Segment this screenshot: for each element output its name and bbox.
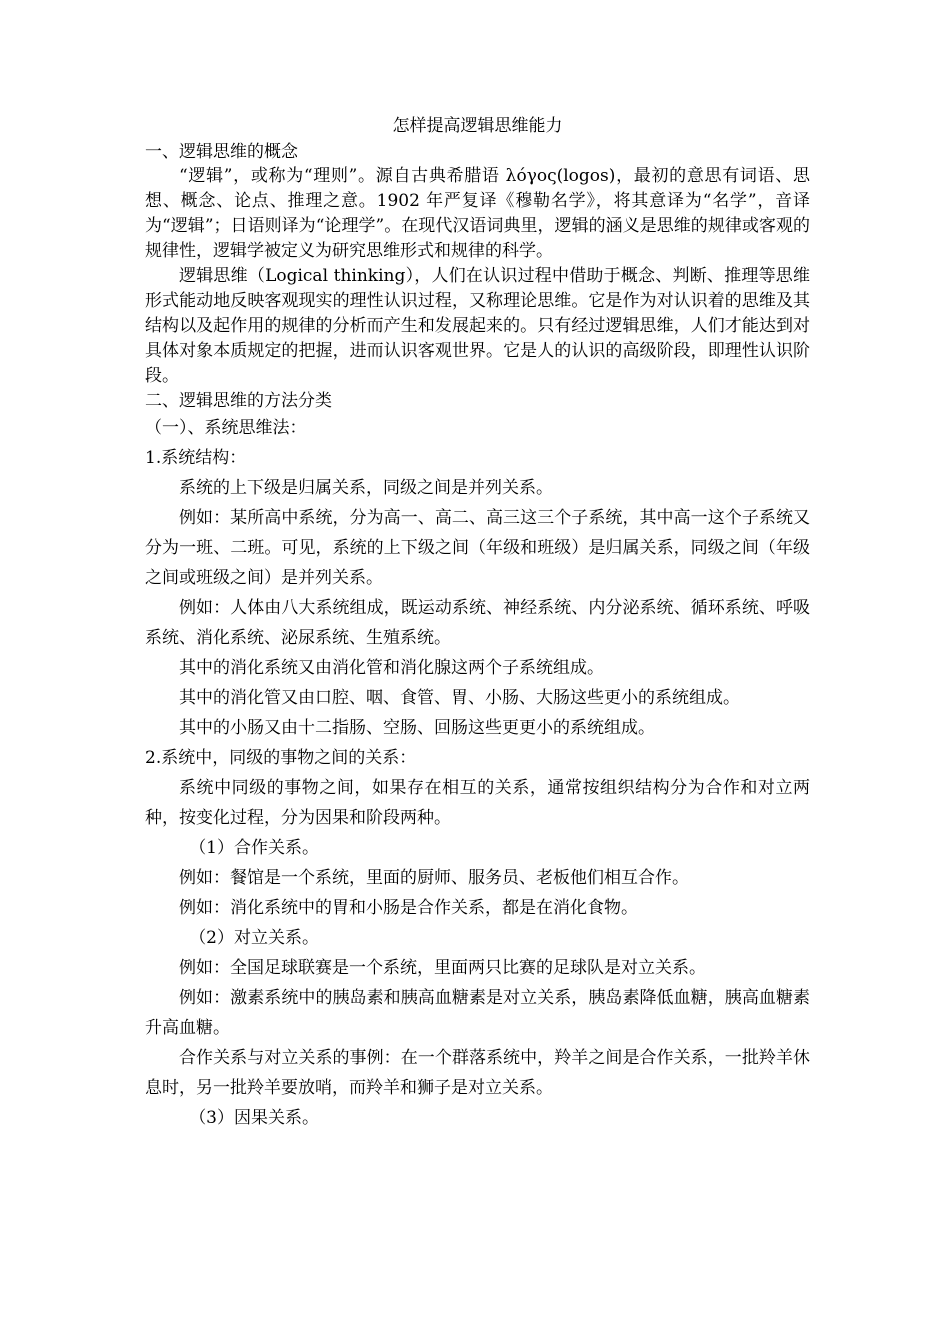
body-line: 例如：某所高中系统，分为高一、高二、高三这三个子系统，其中高一这个子系统又分为一班、二班。可见，系统的上下级之间（年级和班级）是归属关系，同级之间（年级之间或班级之间）是并列关系。 [145, 508, 810, 588]
body-line: 例如：人体由八大系统组成，既运动系统、神经系统、内分泌系统、循环系统、呼吸系统、消化系统、泌尿系统、生殖系统。 [145, 598, 810, 648]
document-page [145, 112, 810, 1133]
paragraph-logical-thinking: 逻辑思维（Logical thinking），人们在认识过程中借助于概念、判断、推理等思维形式能动地反映客观现实的理性认识过程，又称理论思维。它是作为对认识着的思维及其结构以及起作用的规律的分析而产生和发展起来的。只有经过逻辑思维，人们才能达到对具体对象本质规定的把握，进而认识客观世界。它是人的认识的高级阶段，即理性认识阶段。 [145, 266, 810, 386]
relation-heading-opposition: （2）对立关系。 [189, 928, 320, 948]
item-heading-system-structure: 1.系统结构： [145, 448, 247, 468]
body-line: 其中的消化系统又由消化管和消化腺这两个子系统组成。 [179, 658, 604, 678]
body-line: 例如：餐馆是一个系统，里面的厨师、服务员、老板他们相互合作。 [179, 868, 689, 888]
subsection-heading-system-thinking: （一）、系统思维法： [145, 418, 307, 438]
body-line: 例如：全国足球联赛是一个系统，里面两只比赛的足球队是对立关系。 [179, 958, 706, 978]
section-concept [145, 140, 810, 389]
body-line: 合作关系与对立关系的事例：在一个群落系统中，羚羊之间是合作关系，一批羚羊休息时，另一批羚羊要放哨，而羚羊和狮子是对立关系。 [145, 1048, 810, 1098]
body-line: 系统的上下级是归属关系，同级之间是并列关系。 [179, 478, 553, 498]
document-title: 怎样提高逻辑思维能力 [392, 116, 563, 136]
section-methods [145, 389, 810, 1133]
body-line: 例如：激素系统中的胰岛素和胰高血糖素是对立关系，胰岛素降低血糖，胰高血糖素升高血糖。 [145, 988, 810, 1038]
section-heading-methods: 二、逻辑思维的方法分类 [145, 391, 332, 411]
relation-heading-cooperation: （1）合作关系。 [189, 838, 320, 858]
body-line: 其中的小肠又由十二指肠、空肠、回肠这些更更小的系统组成。 [179, 718, 655, 738]
section-heading-concept: 一、逻辑思维的概念 [145, 142, 298, 162]
body-line: 其中的消化管又由口腔、咽、食管、胃、小肠、大肠这些更小的系统组成。 [179, 688, 740, 708]
item-heading-peer-relations: 2.系统中，同级的事物之间的关系： [145, 748, 417, 768]
body-line: 系统中同级的事物之间，如果存在相互的关系，通常按组织结构分为合作和对立两种，按变化过程，分为因果和阶段两种。 [145, 778, 810, 828]
body-line: 例如：消化系统中的胃和小肠是合作关系，都是在消化食物。 [179, 898, 638, 918]
relation-heading-causal: （3）因果关系。 [189, 1108, 320, 1128]
paragraph-logic-origin: “逻辑”，或称为“理则”。源自古典希腊语 λόγος(logos)，最初的意思有词语、思想、概念、论点、推理之意。1902 年严复译《穆勒名学》，将其意译为“名学”，音译为“逻辑”；日语则译为“论理学”。在现代汉语词典里，逻辑的涵义是思维的规律或客观的规律性，逻辑学被定义为研究思维形式和规律的科学。 [145, 166, 810, 261]
